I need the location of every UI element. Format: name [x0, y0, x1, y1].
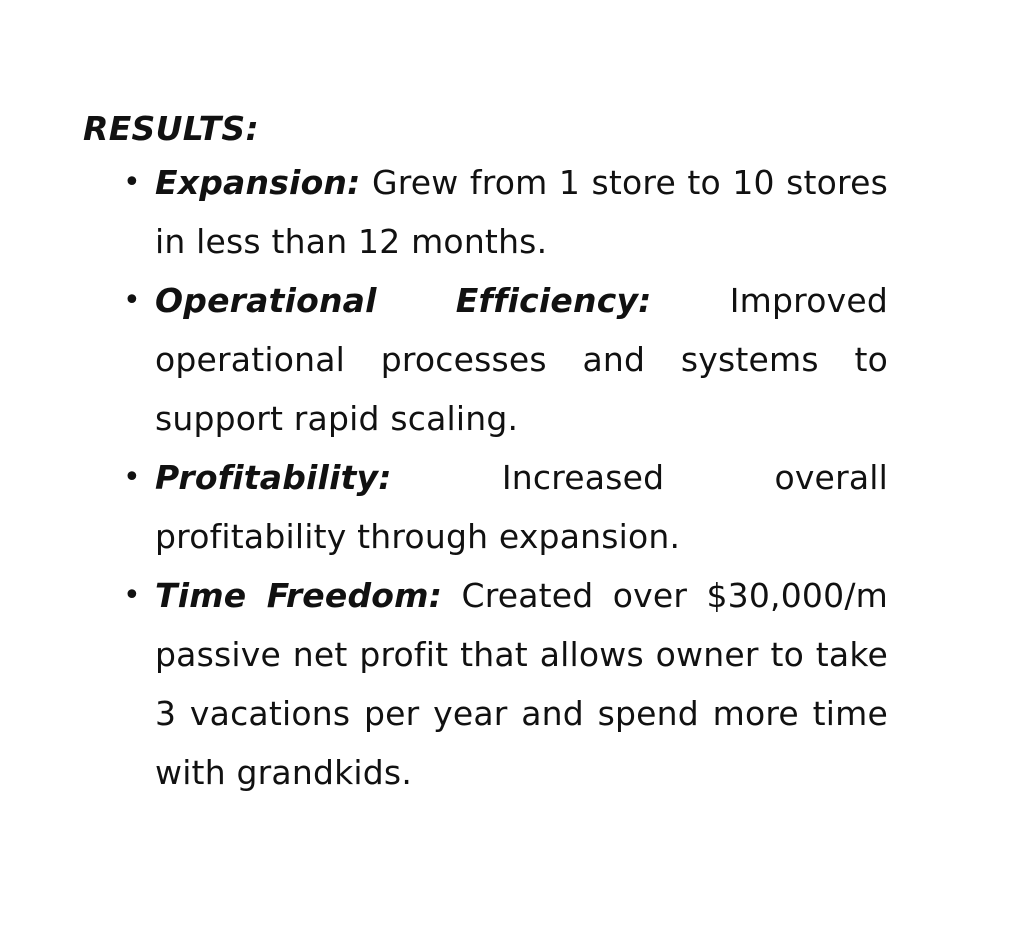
bullet-icon: •: [123, 165, 141, 200]
result-text: Improved operational processes and systems to support rapid scaling.: [155, 281, 888, 438]
results-list: [83, 153, 888, 802]
results-section: [83, 105, 888, 802]
result-label: Time Freedom:: [155, 576, 443, 615]
result-item-profitability: [83, 448, 888, 566]
result-item-time-freedom: [83, 566, 888, 802]
bullet-icon: •: [123, 460, 141, 495]
result-label: Expansion:: [155, 163, 361, 202]
result-item-expansion: [83, 153, 888, 271]
results-heading: RESULTS:: [83, 109, 259, 148]
result-label: Operational Efficiency:: [155, 281, 652, 320]
result-text: Grew from 1 store to 10 stores in less than 12 months.: [155, 163, 888, 261]
result-text: Created over $30,000/m passive net profit that allows owner to take 3 vacations per year and spend more time with grandkids.: [155, 576, 888, 792]
result-item-operational-efficiency: [83, 271, 888, 448]
result-label: Profitability:: [155, 458, 392, 497]
bullet-icon: •: [123, 283, 141, 318]
result-text: Increased overall profitability through expansion.: [155, 458, 888, 556]
bullet-icon: •: [123, 578, 141, 613]
